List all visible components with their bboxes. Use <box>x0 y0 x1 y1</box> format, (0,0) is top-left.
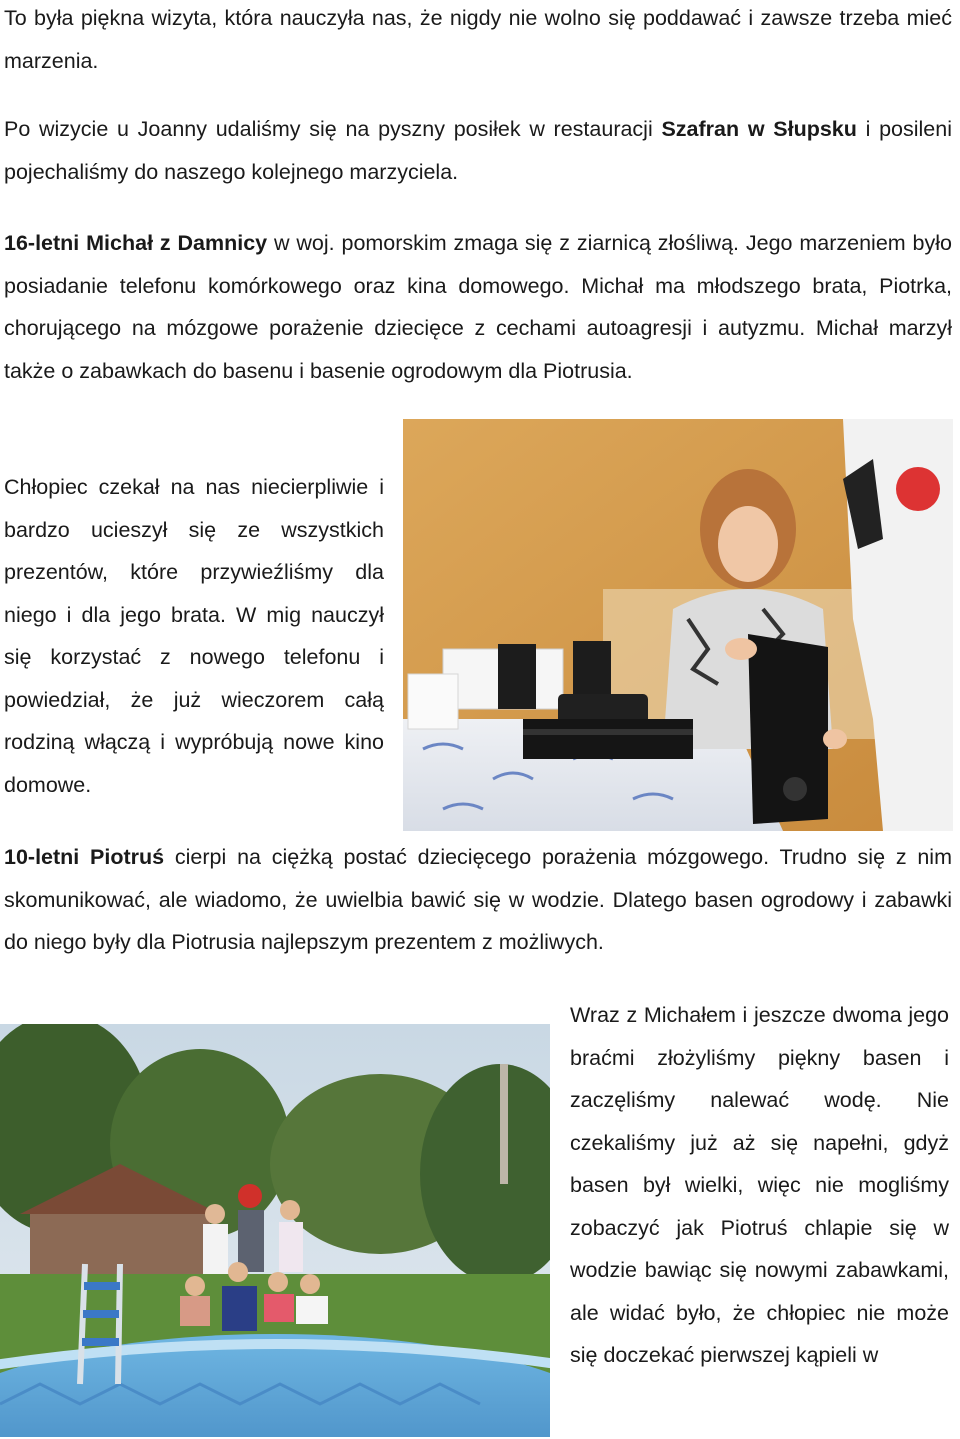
paragraph-piotrus <box>4 836 952 964</box>
restaurant-name: Szafran w Słupsku <box>661 117 857 141</box>
paragraph-restaurant <box>4 108 952 193</box>
text: Po wizycie u Joanny udaliśmy się na pyszny posiłek w restauracji <box>4 117 662 141</box>
paragraph-michal-intro <box>4 222 952 392</box>
text: cierpi na ciężką postać dziecięcego porażenia mózgowego. Trudno się z nim skomunikować, ale wiadomo, że uwielbia bawić się w wodzie. Dlatego basen ogrodowy i zabawki do niego były dla Piotrusia najlepszym prezentem z możliwych. <box>4 845 952 954</box>
michal-name: 16-letni Michał z Damnicy <box>4 231 268 255</box>
piotrus-name: 10-letni Piotruś <box>4 845 165 869</box>
paragraph-visit-summary: To była piękna wizyta, która nauczyła nas, że nigdy nie wolno się poddawać i zawsze trzeba mieć marzenia. <box>4 6 952 73</box>
photo-home-theater <box>403 419 953 831</box>
photo-garden-pool <box>0 1024 550 1437</box>
text: i posileni pojechaliśmy do naszego kolejnego marzyciela. <box>4 117 952 184</box>
paragraph-pool-assembly: Wraz z Michałem i jeszcze dwoma jego braćmi złożyliśmy piękny basen i zaczęliśmy nalewać wodę. Nie czekaliśmy już aż się napełni, gdyż basen był wielki, więc nie mogliśmy zobaczyć jak Piotruś chlapie się w wodzie bawiąc się nowymi zabawkami, ale widać było, że chłopiec nie może się doczekać pierwszej kąpieli w <box>570 1003 949 1367</box>
paragraph-michal-gifts: Chłopiec czekał na nas niecierpliwie i bardzo ucieszył się ze wszystkich prezentów, które przywieźliśmy dla niego i dla jego brata. W mig nauczył się korzystać z nowego telefonu i powiedział, że już wieczorem całą rodziną włączą i wypróbują nowe kino domowe. <box>4 475 384 797</box>
text: w woj. pomorskim zmaga się z ziarnicą złośliwą. Jego marzeniem było posiadanie telefonu komórkowego oraz kina domowego. Michał ma młodszego brata, Piotrka, chorującego na mózgowe porażenie dziecięce z cechami autoagresji i autyzmu. Michał marzył także o zabawkach do basenu i basenie ogrodowym dla Piotrusia. <box>4 231 953 383</box>
